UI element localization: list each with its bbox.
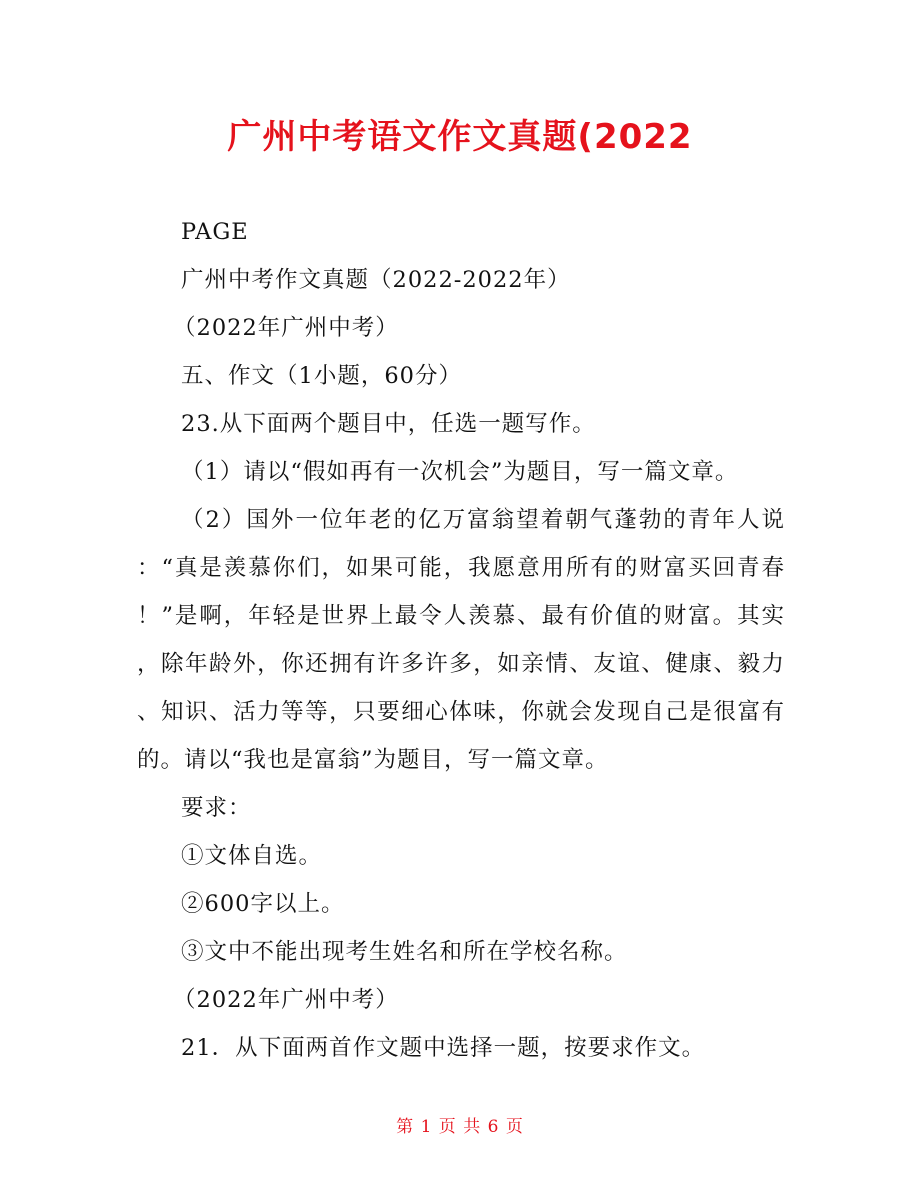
document-body	[137, 208, 785, 1072]
question-line: 23.从下面两个题目中，任选一题写作。	[181, 411, 596, 437]
paragraph-line: 、知识、活力等等，只要细心体味，你就会发现自己是很富有	[137, 699, 785, 725]
requirement-item: ③文中不能出现考生姓名和所在学校名称。	[181, 939, 628, 965]
requirement-item: ①文体自选。	[181, 843, 323, 869]
question-line: 21．从下面两首作文题中选择一题，按要求作文。	[181, 1035, 706, 1061]
document-title: 广州中考语文作文真题(2022	[227, 117, 693, 157]
option-1-line: （1）请以“假如再有一次机会”为题目，写一篇文章。	[181, 459, 739, 485]
requirements-heading: 要求：	[181, 795, 252, 821]
option-2-line: （2）国外一位年老的亿万富翁望着朝气蓬勃的青年人说	[181, 507, 785, 533]
paragraph-line: ！”是啊，年轻是世界上最令人羡慕、最有价值的财富。其实	[137, 603, 785, 629]
requirement-item: ②600字以上。	[181, 891, 345, 917]
paragraph-line: 的。请以“我也是富翁”为题目，写一篇文章。	[137, 747, 609, 773]
paragraph-line: ：“真是羡慕你们，如果可能，我愿意用所有的财富买回青春	[137, 555, 785, 581]
page-field-text: PAGE	[181, 219, 249, 245]
subtitle-line: 广州中考作文真题（2022-2022年）	[181, 267, 571, 293]
exam-year-line: （2022年广州中考）	[173, 987, 399, 1013]
section-heading: 五、作文（1小题，60分）	[181, 363, 462, 389]
paragraph-line: ，除年龄外，你还拥有许多许多，如亲情、友谊、健康、毅力	[137, 651, 785, 677]
exam-year-line: （2022年广州中考）	[173, 315, 399, 341]
page-number-footer: 第 1 页 共 6 页	[396, 1117, 524, 1137]
